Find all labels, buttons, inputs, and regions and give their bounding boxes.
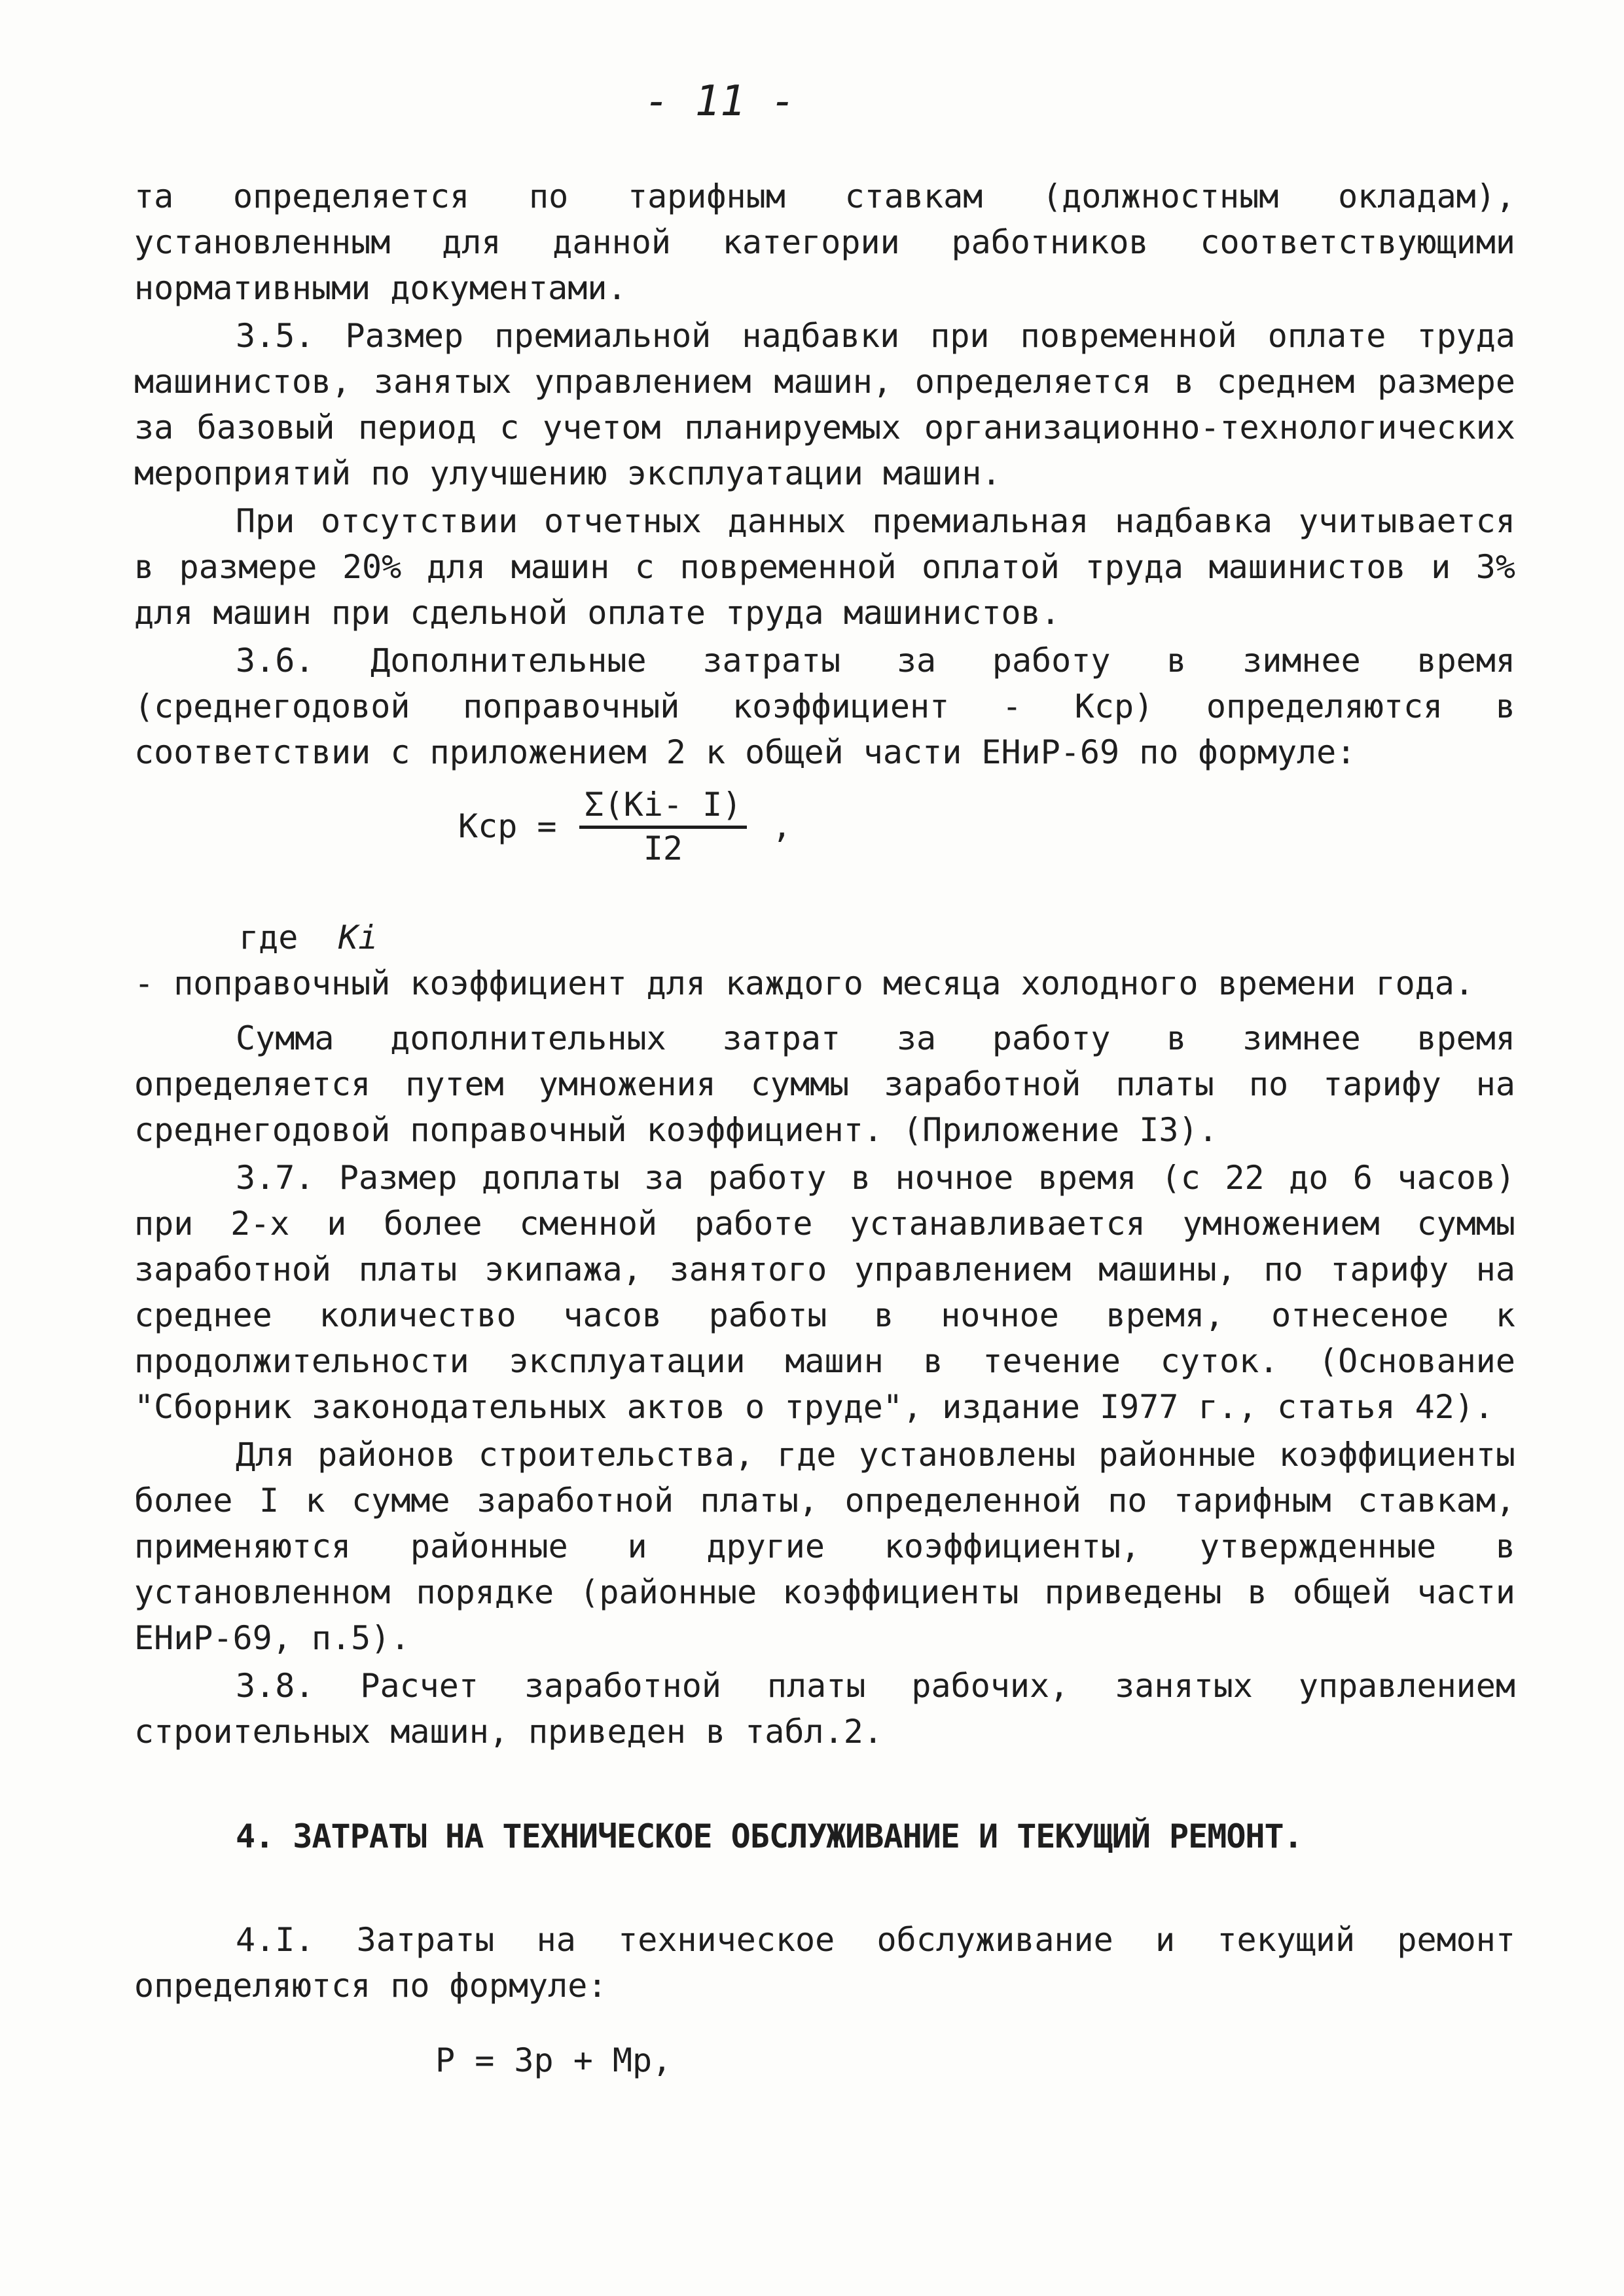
page-number: - 11 - (644, 77, 796, 126)
formula-ksr-legend (134, 915, 1515, 1006)
paragraph-3-8: 3.8. Расчет заработной платы рабочих, занятых управлением строительных машин, приведен в табл.2. (134, 1667, 1515, 1751)
paragraph-3-7: 3.7. Размер доплаты за работу в ночное время (с 22 до 6 часов) при 2-х и более сменной работе устанавливается умножением суммы заработной платы экипажа, занятого управлением машины, по тарифу на среднее количество часов работы в ночное время, отнесеное к продолжительности эксплуатации машин в течение суток. (Основание "Сборник законодательных актов о труде", издание I977 г., статья 42). (134, 1159, 1515, 1426)
paragraph-regional-coefficients: Для районов строительства, где установлены районные коэффициенты более I к сумме заработной платы, определенной по тарифным ставкам, применяются районные и другие коэффициенты, утвержденные в установленном порядке (районные коэффициенты приведены в общей части ЕНиР-69, п.5). (134, 1436, 1515, 1657)
paragraph-continuation: та определяется по тарифным ставкам (должностным окладам), установленным для данной категории работников соответствующими нормативными документами. (134, 177, 1515, 307)
where-text: - поправочный коэффициент для каждого месяца холодного времени года. (134, 964, 1474, 1002)
section-heading-4: 4. ЗАТРАТЫ НА ТЕХНИЧЕСКОЕ ОБСЛУЖИВАНИЕ И ТЕКУЩИЙ РЕМОНТ. (236, 1817, 1303, 1855)
formula-ksr-fraction (579, 784, 748, 868)
paragraph-premium-default: При отсутствии отчетных данных премиальная надбавка учитывается в размере 20% для машин с повременной оплатой труда машинистов и 3% для машин при сдельной оплате труда машинистов. (134, 502, 1515, 632)
formula-ksr-lhs: Кср = (458, 807, 557, 845)
formula-repair-costs: Р = Зр + Мр, (435, 2041, 672, 2079)
formula-ksr (134, 777, 1515, 915)
formula-ksr-trail: , (772, 807, 792, 845)
document-body (134, 173, 1515, 2083)
formula-ksr-numerator: Σ(Кi- I) (579, 784, 748, 829)
paragraph-3-5: 3.5. Размер премиальной надбавки при повременной оплате труда машинистов, занятых управлением машин, определяется в среднем размере за базовый период с учетом планируемых организационно-технологических мероприятий по улучшению эксплуатации машин. (134, 317, 1515, 492)
paragraph-3-6: 3.6. Дополнительные затраты за работу в зимнее время (среднегодовой поправочный коэффициент - Кср) определяются в соответствии с приложением 2 к общей части ЕНиР-69 по формуле: (134, 642, 1515, 771)
formula-ksr-denominator: I2 (643, 829, 683, 867)
where-symbol: Кi (338, 919, 378, 957)
where-label: где (239, 919, 298, 957)
paragraph-winter-sum: Сумма дополнительных затрат за работу в зимнее время определяется путем умножения суммы заработной платы по тарифу на среднегодовой поправочный коэффициент. (Приложение I3). (134, 1019, 1515, 1149)
paragraph-4-1: 4.I. Затраты на техническое обслуживание и текущий ремонт определяются по формуле: (134, 1921, 1515, 2005)
